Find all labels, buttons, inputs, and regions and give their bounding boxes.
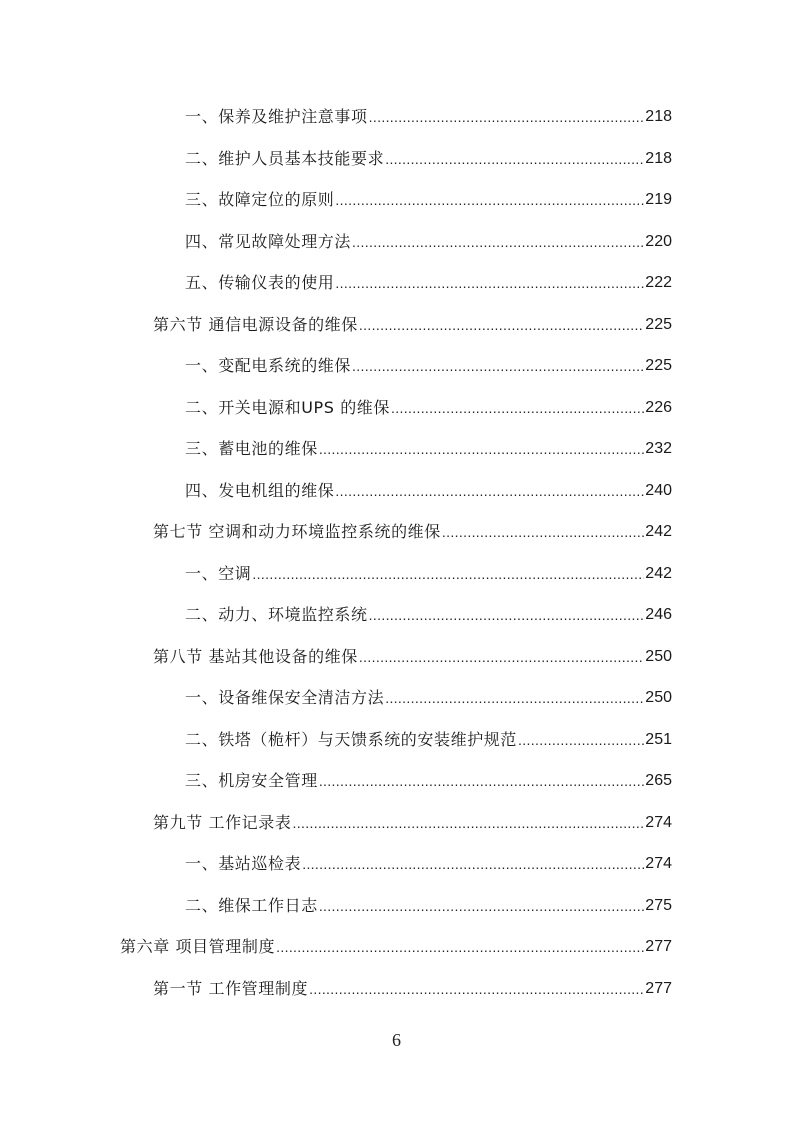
toc-entry[interactable] <box>185 270 672 296</box>
toc-entry[interactable] <box>153 810 672 836</box>
toc-entry[interactable] <box>153 976 672 1002</box>
toc-entry[interactable] <box>185 768 672 794</box>
toc-entry-title: 第九节 工作记录表 <box>153 812 292 832</box>
toc-entry-title: 三、故障定位的原则 <box>185 190 335 209</box>
toc-entry-title: 二、开关电源和UPS 的维保 <box>185 397 391 417</box>
toc-entry[interactable] <box>185 436 672 462</box>
toc-entry-page: 274 <box>645 813 672 831</box>
toc-entry-page: 277 <box>645 979 672 997</box>
toc-entry[interactable] <box>120 934 672 960</box>
toc-entry-page: 225 <box>645 315 672 333</box>
dot-leader <box>385 146 644 172</box>
toc-entry-page: 232 <box>645 440 672 457</box>
toc-entry-title: 五、传输仪表的使用 <box>185 273 335 292</box>
toc-entry-title: 一、保养及维护注意事项 <box>185 107 368 126</box>
toc-entry[interactable] <box>185 104 672 130</box>
dot-leader <box>352 353 644 379</box>
toc-entry[interactable] <box>185 353 672 379</box>
toc-entry[interactable] <box>185 685 672 711</box>
toc-entry-page: 226 <box>645 398 672 416</box>
toc-entry[interactable] <box>185 561 672 587</box>
toc-entry-page: 274 <box>645 855 672 872</box>
toc-entry-page: 240 <box>645 481 672 499</box>
dot-leader <box>442 519 644 545</box>
toc-entry[interactable] <box>185 727 672 753</box>
toc-entry-title: 一、设备维保安全清洁方法 <box>185 688 385 707</box>
toc-entry-page: 225 <box>645 357 672 374</box>
dot-leader <box>276 934 644 960</box>
toc-entry-title: 二、维护人员基本技能要求 <box>185 148 385 168</box>
toc-entry[interactable] <box>185 602 672 628</box>
toc-entry[interactable] <box>185 851 672 877</box>
toc-entry-page: 275 <box>645 896 672 914</box>
toc-entry-title: 二、动力、环境监控系统 <box>185 605 368 624</box>
dot-leader <box>359 644 644 670</box>
dot-leader <box>335 187 644 213</box>
toc-entry-page: 222 <box>645 274 672 291</box>
dot-leader <box>369 602 645 628</box>
toc-entry[interactable] <box>153 312 672 338</box>
toc-entry-page: 218 <box>645 149 672 167</box>
toc-entry-title: 二、铁塔（桅杆）与天馈系统的安装维护规范 <box>185 729 518 749</box>
dot-leader <box>359 312 644 338</box>
toc-entry-page: 265 <box>645 772 672 789</box>
toc-entry-title: 第一节 工作管理制度 <box>153 978 309 998</box>
dot-leader <box>319 436 644 462</box>
dot-leader <box>391 395 644 421</box>
toc-entry-page: 250 <box>645 647 672 665</box>
toc-entry-page: 246 <box>645 606 672 623</box>
toc-entry-title: 二、维保工作日志 <box>185 895 318 915</box>
toc-entry-page: 218 <box>645 108 672 125</box>
dot-leader <box>352 229 644 255</box>
dot-leader <box>302 851 644 877</box>
toc-entry[interactable] <box>185 146 672 172</box>
toc-entry-title: 四、常见故障处理方法 <box>185 231 352 251</box>
toc-entry-page: 219 <box>645 191 672 208</box>
dot-leader <box>319 768 644 794</box>
dot-leader <box>335 478 644 504</box>
toc-entry-title: 三、蓄电池的维保 <box>185 439 318 458</box>
toc-entry-page: 251 <box>645 730 672 748</box>
toc-entry[interactable] <box>153 644 672 670</box>
dot-leader <box>385 685 644 711</box>
dot-leader <box>293 810 645 836</box>
toc-entry-page: 220 <box>645 232 672 250</box>
dot-leader <box>309 976 644 1002</box>
toc-entry[interactable] <box>185 395 672 421</box>
page-number: 6 <box>392 1030 401 1050</box>
toc-entry-page: 250 <box>645 689 672 706</box>
toc-entry-title: 第八节 基站其他设备的维保 <box>153 646 358 666</box>
dot-leader <box>319 893 644 919</box>
toc-entry-title: 四、发电机组的维保 <box>185 480 335 500</box>
toc-entry[interactable] <box>185 478 672 504</box>
toc-entry-page: 277 <box>645 938 672 955</box>
dot-leader <box>518 727 644 753</box>
dot-leader <box>369 104 645 130</box>
toc-entry-title: 一、变配电系统的维保 <box>185 356 352 375</box>
toc-entry[interactable] <box>185 187 672 213</box>
toc-entry-title: 第七节 空调和动力环境监控系统的维保 <box>153 522 441 541</box>
toc-entry[interactable] <box>153 519 672 545</box>
toc-entry-title: 一、基站巡检表 <box>185 854 302 873</box>
toc-entry-title: 第六章 项目管理制度 <box>120 937 276 956</box>
toc-entry[interactable] <box>185 893 672 919</box>
toc-entry[interactable] <box>185 229 672 255</box>
toc-entry-page: 242 <box>645 523 672 540</box>
toc-entry-title: 三、机房安全管理 <box>185 771 318 790</box>
toc-entry-page: 242 <box>645 564 672 582</box>
toc-entry-title: 第六节 通信电源设备的维保 <box>153 314 358 334</box>
dot-leader <box>252 561 644 587</box>
toc-entry-title: 一、空调 <box>185 563 252 583</box>
dot-leader <box>335 270 644 296</box>
